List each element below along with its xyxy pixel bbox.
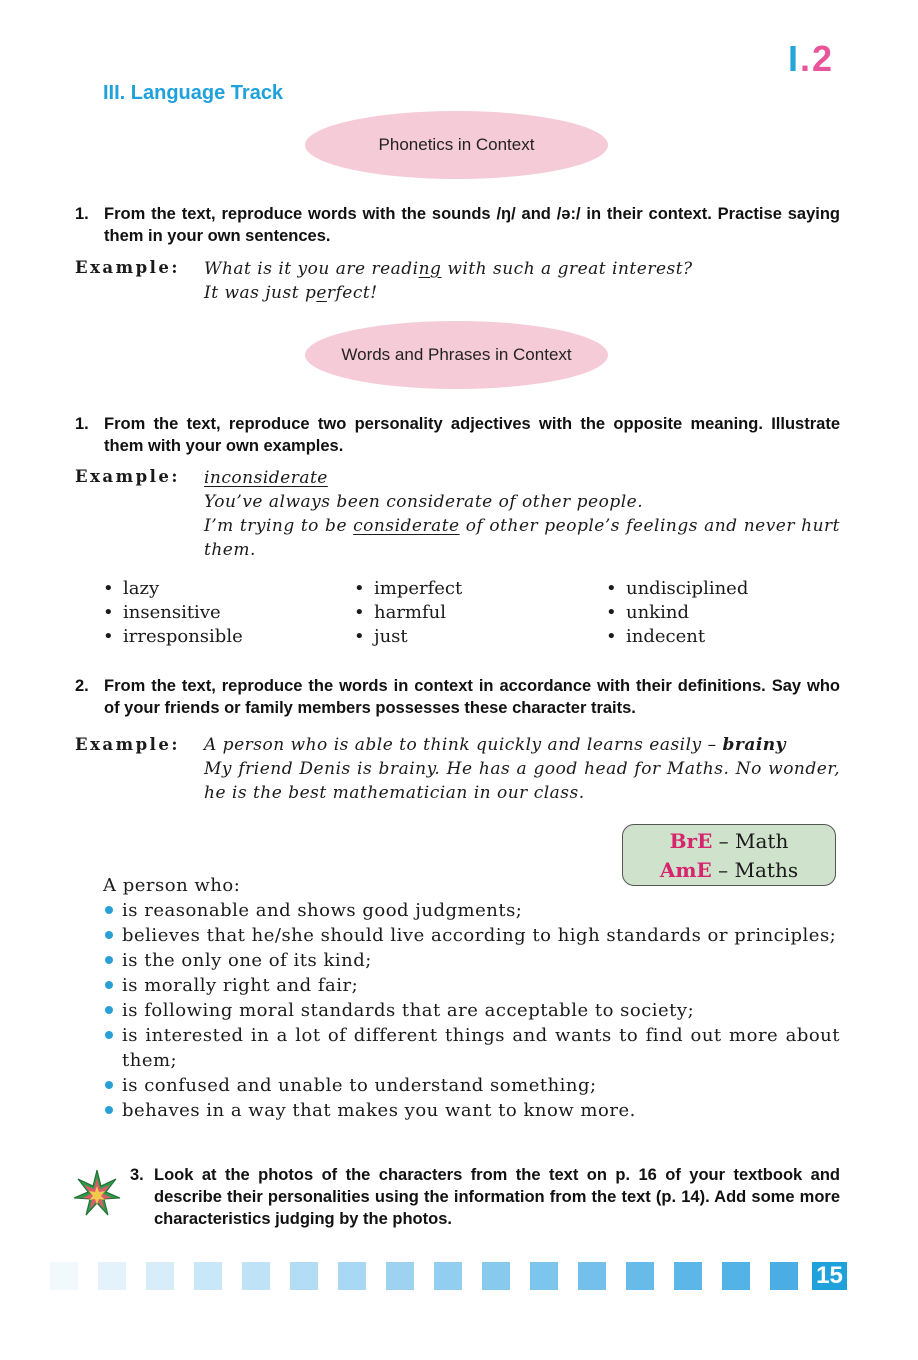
underlined-part: considerate <box>353 516 460 536</box>
definition-item <box>103 998 840 1023</box>
strip-square <box>194 1262 222 1290</box>
task-text: From the text, reproduce words with the sounds /ŋ/ and /ə:/ in their context. Practise saying them in your own sentences. <box>104 205 840 245</box>
phonetics-task-1 <box>75 203 840 247</box>
example-label: Example: <box>75 735 180 754</box>
list-item <box>103 625 243 649</box>
phonetics-heading <box>305 111 608 179</box>
strip-square <box>338 1262 366 1290</box>
list-item <box>354 625 462 649</box>
note-row <box>623 827 835 856</box>
strip-square <box>242 1262 270 1290</box>
example-line <box>204 257 840 281</box>
words-task-1 <box>75 413 840 457</box>
definition-text: is confused and unable to understand something; <box>122 1075 597 1096</box>
note-key: BrE <box>669 829 713 853</box>
task-number: 3. <box>130 1166 144 1184</box>
strip-square <box>50 1262 78 1290</box>
list-word: insensitive <box>123 602 221 623</box>
definition-item <box>103 973 840 998</box>
bullet: • <box>354 578 365 599</box>
definition-text: believes that he/she should live according to high standards or principles; <box>122 925 837 946</box>
bullet: • <box>354 602 365 623</box>
task-number: 1. <box>75 415 89 433</box>
strip-square <box>722 1262 750 1290</box>
definition-item <box>103 923 840 948</box>
list-word: just <box>374 626 408 647</box>
strip-square <box>146 1262 174 1290</box>
task-text: From the text, reproduce two personality adjectives with the opposite meaning. Illustrate them with your own examples. <box>104 415 840 455</box>
unit-number <box>788 38 834 80</box>
list-item <box>103 577 243 601</box>
section-title: III. Language Track <box>103 82 284 104</box>
definition-item <box>103 1023 840 1073</box>
bullet: • <box>606 602 617 623</box>
bullet: • <box>103 626 114 647</box>
definition-item <box>103 1098 840 1123</box>
list-word: unkind <box>626 602 689 623</box>
definition-text: is morally right and fair; <box>122 975 359 996</box>
strip-square <box>578 1262 606 1290</box>
bullet-dot <box>105 956 113 964</box>
words-heading <box>305 321 608 389</box>
example-sentence: You’ve always been considerate of other people. <box>204 492 644 512</box>
list-item <box>606 577 748 601</box>
strip-square <box>626 1262 654 1290</box>
bullet-dot <box>105 981 113 989</box>
bullet-dot <box>105 906 113 914</box>
star-emblem-icon <box>72 1168 122 1220</box>
bullet: • <box>354 626 365 647</box>
strip-square <box>482 1262 510 1290</box>
phonetics-example <box>204 257 840 305</box>
task-number: 1. <box>75 205 89 223</box>
note-value: – Maths <box>711 858 799 882</box>
definition-text: is the only one of its kind; <box>122 950 372 971</box>
unit-sep: . <box>799 38 812 79</box>
strip-square <box>98 1262 126 1290</box>
definition-text: is reasonable and shows good judgments; <box>122 900 523 921</box>
text-part: rfect! <box>326 283 378 303</box>
example-line <box>204 281 840 305</box>
word-list-col-3 <box>606 577 748 649</box>
example-sentence: My friend Denis is brainy. He has a good head for Maths. No wonder, he is the best mathematician in our class. <box>204 759 840 803</box>
words-heading-text: Words and Phrases in Context <box>341 345 572 364</box>
definitions-list <box>103 873 840 1123</box>
text-part: I’m trying to be <box>204 516 354 536</box>
list-word: harmful <box>374 602 447 623</box>
strip-square <box>434 1262 462 1290</box>
task-3 <box>130 1164 840 1230</box>
list-item <box>606 601 748 625</box>
list-item <box>606 625 748 649</box>
bullet-dot <box>105 931 113 939</box>
list-item <box>354 577 462 601</box>
definition-item <box>103 948 840 973</box>
strip-square <box>770 1262 798 1290</box>
page-number: 15 <box>812 1262 847 1290</box>
list-word: indecent <box>626 626 706 647</box>
example-word-text: inconsiderate <box>204 468 328 488</box>
text-part: It was just p <box>204 283 317 303</box>
bullet-dot <box>105 1006 113 1014</box>
note-value: – Math <box>712 829 789 853</box>
words-task-2 <box>75 675 840 719</box>
definition-item <box>103 898 840 923</box>
task-number: 2. <box>75 677 89 695</box>
bullet: • <box>103 578 114 599</box>
bullet-dot <box>105 1081 113 1089</box>
list-item <box>354 601 462 625</box>
phonetics-heading-text: Phonetics in Context <box>378 135 535 154</box>
example-word <box>204 466 840 490</box>
strip-square <box>530 1262 558 1290</box>
words-example-2 <box>204 733 840 805</box>
underlined-part: ng <box>418 259 442 279</box>
text-part: What is it you are readi <box>204 259 419 279</box>
bullet: • <box>103 602 114 623</box>
strip-square <box>674 1262 702 1290</box>
bullet-dot <box>105 1106 113 1114</box>
text-part: of other people’s feelings and never hurt them. <box>204 516 840 560</box>
list-item <box>103 601 243 625</box>
task-text: Look at the photos of the characters from the text on p. 16 of your textbook and describe their personalities using the information from the text (p. 14). Add some more characteristics judging by the photos. <box>154 1166 840 1228</box>
unit-sub: 2 <box>811 38 834 79</box>
example-label: Example: <box>75 467 180 486</box>
text-part: with such a great interest? <box>441 259 693 279</box>
list-word: lazy <box>123 578 160 599</box>
example-sentence <box>204 514 840 562</box>
text-part: A person who is able to think quickly and learns easily – <box>204 735 723 755</box>
definitions-intro: A person who: <box>103 875 241 896</box>
task-text: From the text, reproduce the words in context in accordance with their definitions. Say who of your friends or family members possesses these character traits. <box>104 677 840 717</box>
underlined-part: e <box>316 283 327 303</box>
strip-square <box>386 1262 414 1290</box>
example-label: Example: <box>75 258 180 277</box>
definition-text: is following moral standards that are acceptable to society; <box>122 1000 695 1021</box>
list-word: irresponsible <box>123 626 243 647</box>
list-word: imperfect <box>374 578 463 599</box>
strip-square <box>290 1262 318 1290</box>
bullet-dot <box>105 1031 113 1039</box>
word-list-col-2 <box>354 577 462 649</box>
words-example <box>204 466 840 562</box>
bullet: • <box>606 578 617 599</box>
unit-main: I <box>787 38 800 79</box>
word-list-col-1 <box>103 577 243 649</box>
definition-text: behaves in a way that makes you want to know more. <box>122 1100 636 1121</box>
note-key: AmE <box>659 858 712 882</box>
definition-text: is interested in a lot of different things and wants to find out more about them; <box>122 1025 840 1071</box>
definition-item <box>103 1073 840 1098</box>
list-word: undisciplined <box>626 578 749 599</box>
bullet: • <box>606 626 617 647</box>
example-line <box>204 733 840 757</box>
bold-word: brainy <box>722 735 787 755</box>
